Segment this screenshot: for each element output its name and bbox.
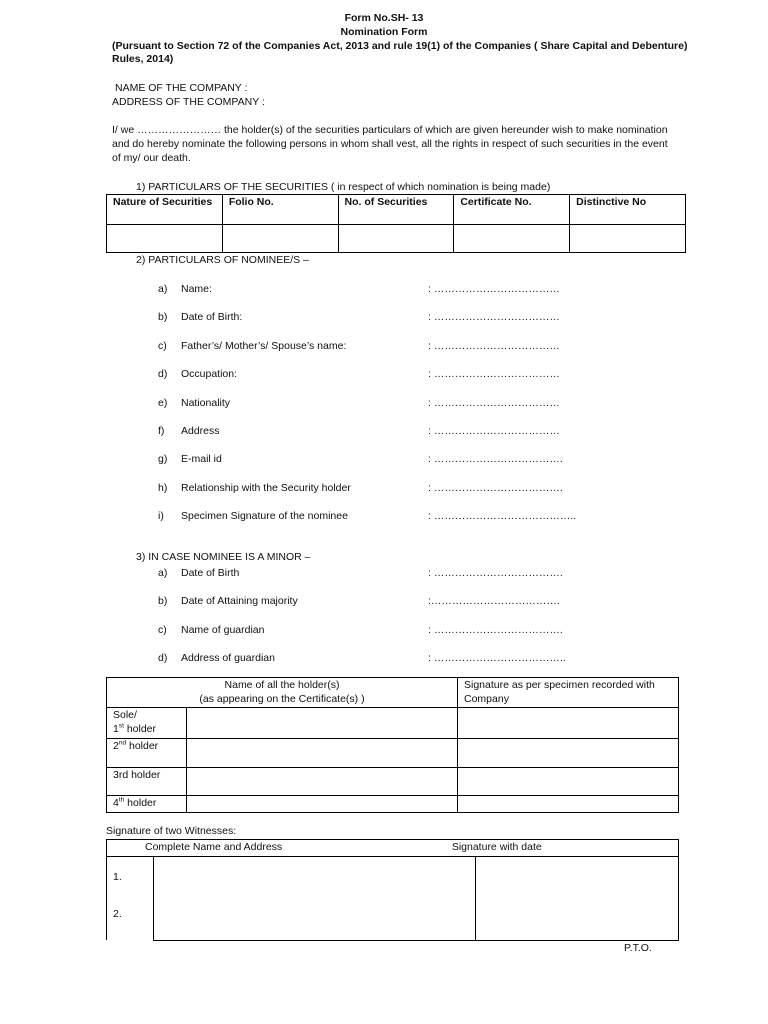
witness-signature-header xyxy=(451,840,679,857)
nominee-field-fill-line[interactable]: : ………………………………….. xyxy=(428,510,577,523)
statute-line-1: (Pursuant to Section 72 of the Companies Act, 2013 and rule 19(1) of the Companies ( Share Capital and Debenture) xyxy=(112,40,688,52)
holder-3-name-cell[interactable] xyxy=(187,767,458,795)
section-3-heading: 3) IN CASE NOMINEE IS A MINOR – xyxy=(136,551,311,563)
nominee-field-label: Occupation: xyxy=(181,368,238,381)
minor-field-label: Date of Birth xyxy=(181,567,240,579)
minor-field-fill-line[interactable]: : ………………………………. xyxy=(428,624,563,636)
nominee-field-fill-line[interactable]: : ……………………………… xyxy=(428,283,560,295)
minor-field-label: Address of guardian xyxy=(181,652,275,664)
minor-field-label: Name of guardian xyxy=(181,624,265,636)
holders-name-header-line-1: Name of all the holder(s) xyxy=(224,679,340,691)
holders-signature-header: Signature as per specimen recorded with Company xyxy=(458,678,679,708)
witness-numbers xyxy=(107,856,154,940)
holder-row-label: 3rd holder xyxy=(107,767,187,795)
input-certificate-no[interactable] xyxy=(454,225,570,253)
minor-field-letter: b) xyxy=(158,595,168,607)
holder-1-name-cell[interactable] xyxy=(187,708,458,738)
minor-field-fill-line[interactable]: : ……………………………….. xyxy=(428,652,566,664)
holder-row-label: 4th holder xyxy=(107,795,187,812)
section-2-heading: 2) PARTICULARS OF NOMINEE/S – xyxy=(136,254,309,266)
section-1-heading: 1) PARTICULARS OF THE SECURITIES ( in respect of which nomination is being made) xyxy=(136,181,551,193)
pto-label: P.T.O. xyxy=(624,942,652,954)
minor-field-fill-line[interactable]: : ………………………………. xyxy=(428,567,563,579)
company-address-label: ADDRESS OF THE COMPANY : xyxy=(112,96,265,108)
minor-field-label: Date of Attaining majority xyxy=(181,595,298,607)
nominee-field-letter: h) xyxy=(158,481,168,494)
nominee-field-label: Nationality xyxy=(181,396,231,409)
securities-table xyxy=(106,194,686,253)
holder-4-name-cell[interactable] xyxy=(187,795,458,812)
holders-table xyxy=(106,677,679,813)
nominee-field-label: Date of Birth: xyxy=(181,311,243,324)
holder-row-label: 2nd holder xyxy=(107,738,187,767)
company-name-label: NAME OF THE COMPANY : xyxy=(115,82,248,94)
col-nature-of-securities: Nature of Securities xyxy=(107,195,223,225)
input-nature-of-securities[interactable] xyxy=(107,225,223,253)
nominee-field-fill-line[interactable]: : ……………………………… xyxy=(428,368,560,381)
holders-name-header-line-2: (as appearing on the Certificate(s) ) xyxy=(199,692,365,705)
witnesses-heading: Signature of two Witnesses: xyxy=(106,825,237,837)
nominee-field-fill-line[interactable]: : ……………………………… xyxy=(428,425,560,437)
minor-field-letter: d) xyxy=(158,652,168,664)
nominee-field-fill-line[interactable]: : ……………………………… xyxy=(428,396,560,409)
nominee-field-letter: c) xyxy=(158,339,167,352)
nominee-field-letter: i) xyxy=(158,510,164,523)
col-certificate-no: Certificate No. xyxy=(454,195,570,225)
declaration-line-2: and do hereby nominate the following persons in whom shall vest, all the rights in respect of such securities in the event xyxy=(112,138,668,150)
input-folio-no[interactable] xyxy=(222,225,338,253)
holder-4-signature-cell[interactable] xyxy=(458,795,679,812)
holder-1-signature-cell[interactable] xyxy=(458,708,679,738)
witnesses-table xyxy=(106,839,679,941)
col-folio-no: Folio No. xyxy=(222,195,338,225)
nominee-field-label: Name: xyxy=(181,283,212,295)
nominee-field-letter: d) xyxy=(158,368,168,381)
minor-field-letter: c) xyxy=(158,624,167,636)
nominee-field-label: Specimen Signature of the nominee xyxy=(181,510,348,523)
witness-2-number: 2. xyxy=(113,908,122,921)
nominee-field-label: Address xyxy=(181,425,220,437)
minor-field-fill-line[interactable]: :………………………………. xyxy=(428,595,560,607)
witness-signature-header-text: Signature with date xyxy=(451,841,542,853)
declaration-line-1: I/ we …………………… the holder(s) of the securities particulars of which are given hereunder wish to make nomination xyxy=(112,124,668,136)
witness-name-address-cell[interactable] xyxy=(153,856,475,940)
holder-3-signature-cell[interactable] xyxy=(458,767,679,795)
holder-2-name-cell[interactable] xyxy=(187,738,458,767)
nominee-field-label: Relationship with the Security holder xyxy=(181,481,351,494)
minor-field-letter: a) xyxy=(158,567,168,579)
declaration-line-3: of my/ our death. xyxy=(112,152,191,164)
col-no-of-securities: No. of Securities xyxy=(338,195,454,225)
witness-name-header: Complete Name and Address xyxy=(107,840,476,857)
nominee-field-fill-line[interactable]: : ………………………………. xyxy=(428,453,563,466)
witness-1-number: 1. xyxy=(113,870,122,883)
input-no-of-securities[interactable] xyxy=(338,225,454,253)
nominee-field-label: E-mail id xyxy=(181,453,222,466)
nominee-field-fill-line[interactable]: : ………………………………. xyxy=(428,481,563,494)
nominee-field-letter: g) xyxy=(158,453,168,466)
col-distinctive-no: Distinctive No xyxy=(570,195,686,225)
nominee-field-letter: a) xyxy=(158,283,168,295)
nominee-field-letter: b) xyxy=(158,311,168,324)
statute-line-2: Rules, 2014) xyxy=(112,53,174,65)
nominee-field-letter: f) xyxy=(158,425,165,437)
form-title: Nomination Form xyxy=(340,26,428,38)
nominee-field-label: Father’s/ Mother’s/ Spouse’s name: xyxy=(181,339,347,352)
input-distinctive-no[interactable] xyxy=(570,225,686,253)
form-number: Form No.SH- 13 xyxy=(344,12,424,24)
holder-row-label: Sole/ 1st holder xyxy=(107,708,187,738)
witness-signature-cell[interactable] xyxy=(476,856,679,940)
holders-name-header xyxy=(107,678,458,708)
nominee-field-letter: e) xyxy=(158,396,168,409)
holder-2-signature-cell[interactable] xyxy=(458,738,679,767)
nominee-field-fill-line[interactable]: : ……………………………… xyxy=(428,311,560,324)
holder-row-prefix: Sole/ xyxy=(113,709,137,722)
nominee-field-fill-line[interactable]: : ……………………………… xyxy=(428,339,560,352)
